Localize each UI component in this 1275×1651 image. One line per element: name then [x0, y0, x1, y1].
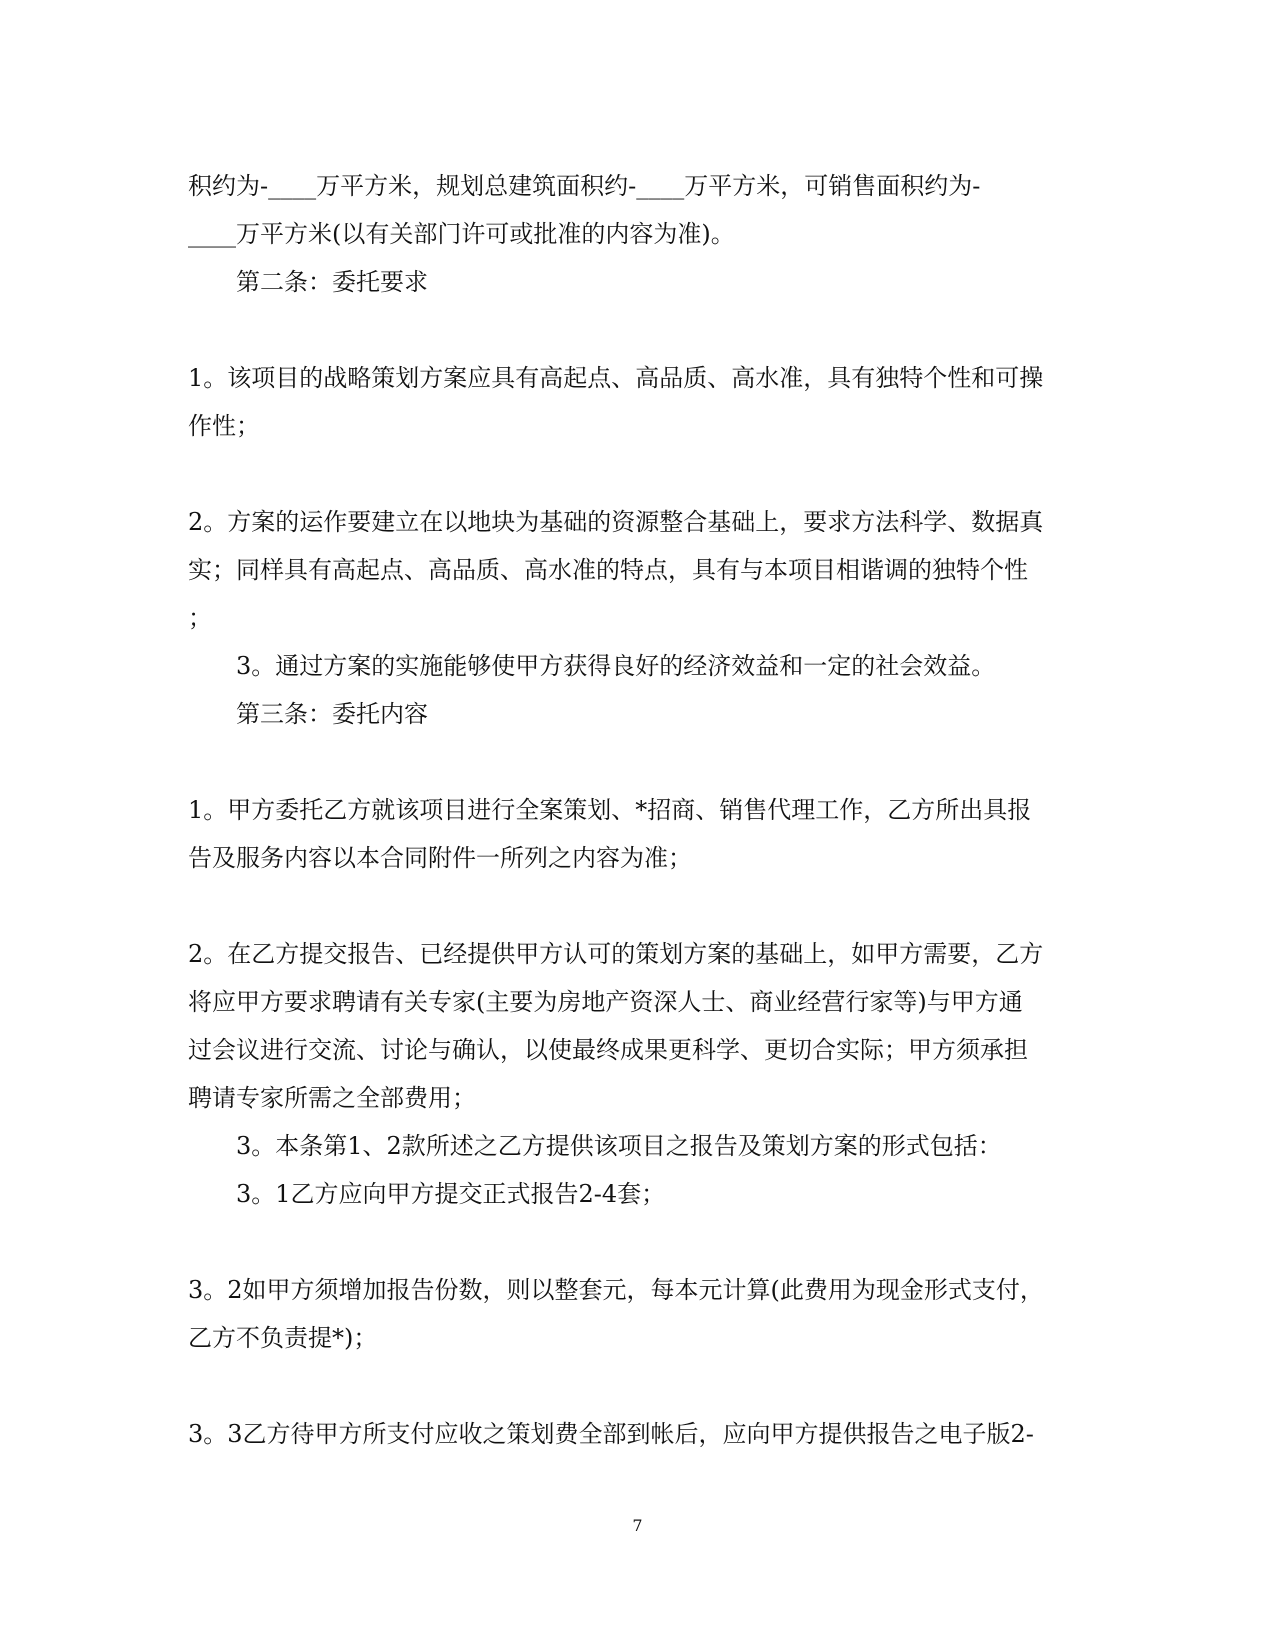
- blank-line: [188, 1362, 1078, 1410]
- article-heading: 第三条：委托内容: [236, 700, 428, 728]
- blank-line: [188, 882, 1078, 930]
- text-line: 聘请专家所需之全部费用；: [188, 1084, 476, 1112]
- text-line: 过会议进行交流、讨论与确认，以使最终成果更科学、更切合实际；甲方须承担: [188, 1036, 1028, 1064]
- article-heading: 第二条：委托要求: [236, 268, 428, 296]
- text-line: 乙方不负责提*)；: [188, 1324, 378, 1352]
- text-line: 积约为-____万平方米，规划总建筑面积约-____万平方米，可销售面积约为-: [188, 172, 981, 200]
- text-line: 2。方案的运作要建立在以地块为基础的资源整合基础上，要求方法科学、数据真: [188, 508, 1044, 536]
- blank-line: [188, 1218, 1078, 1266]
- text-line: 3。2如甲方须增加报告份数，则以整套元，每本元计算(此费用为现金形式支付，: [188, 1276, 1044, 1304]
- text-line: 将应甲方要求聘请有关专家(主要为房地产资深人士、商业经营行家等)与甲方通: [188, 988, 1023, 1016]
- text-line: 3。1乙方应向甲方提交正式报告2-4套；: [236, 1180, 666, 1208]
- page-number: 7: [632, 1516, 643, 1535]
- document-body: [188, 162, 1078, 1458]
- blank-line: [188, 306, 1078, 354]
- blank-line: [188, 450, 1078, 498]
- text-line: 实；同样具有高起点、高品质、高水准的特点，具有与本项目相谐调的独特个性: [188, 556, 1028, 584]
- text-line: 1。甲方委托乙方就该项目进行全案策划、*招商、销售代理工作，乙方所出具报: [188, 796, 1032, 824]
- text-line: 2。在乙方提交报告、已经提供甲方认可的策划方案的基础上，如甲方需要，乙方: [188, 940, 1044, 968]
- text-line: 告及服务内容以本合同附件一所列之内容为准；: [188, 844, 692, 872]
- text-line: ；: [188, 604, 212, 632]
- text-line: 作性；: [188, 412, 260, 440]
- text-line: 3。通过方案的实施能够使甲方获得良好的经济效益和一定的社会效益。: [236, 652, 996, 680]
- text-line: 3。3乙方待甲方所支付应收之策划费全部到帐后，应向甲方提供报告之电子版2-: [188, 1420, 1034, 1448]
- text-line: 3。本条第1、2款所述之乙方提供该项目之报告及策划方案的形式包括：: [236, 1132, 1002, 1160]
- text-line: ____万平方米(以有关部门许可或批准的内容为准)。: [188, 220, 735, 248]
- blank-line: [188, 738, 1078, 786]
- text-line: 1。该项目的战略策划方案应具有高起点、高品质、高水准，具有独特个性和可操: [188, 364, 1044, 392]
